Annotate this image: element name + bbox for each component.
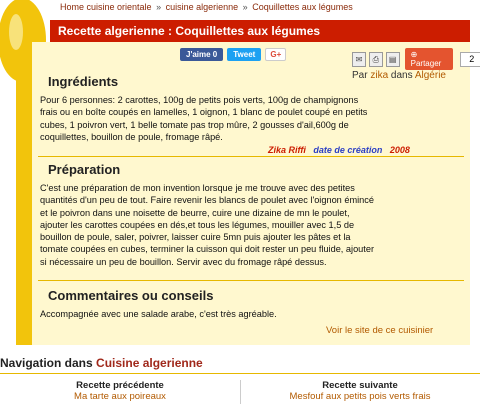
credit-name: Zika Riffi bbox=[268, 145, 306, 155]
ingredients-line: Pour 6 personnes: 2 carottes, 100g de petits pois verts, 100g de champignons bbox=[40, 95, 359, 105]
creation-credit bbox=[268, 145, 410, 155]
ingredients-line: coquillettes, bouillon de poule, fromage râpé. bbox=[40, 131, 223, 142]
section-divider bbox=[38, 156, 464, 157]
preparation-text bbox=[40, 182, 374, 268]
print-icon[interactable]: ⎙ bbox=[369, 52, 383, 67]
navigation-prefix: Navigation dans bbox=[0, 356, 93, 370]
tweet-button[interactable]: Tweet bbox=[227, 48, 261, 61]
pdf-icon[interactable]: ▤ bbox=[386, 52, 400, 67]
preparation-line: bouillon de poule, saler, poivrer, laisser cuire 5mn puis ajouter les pâtes et la bbox=[40, 232, 351, 243]
ingredients-line: frais ou en boîte coupés en lamelles, 1 oignon, 1 blanc de poulet coupé en petits bbox=[40, 107, 368, 118]
share-button[interactable] bbox=[405, 48, 453, 70]
recipe-author bbox=[352, 70, 446, 81]
preparation-line: et le poivron dans une noisette de beurre, cuire une dizaine de mn le poulet, bbox=[40, 207, 350, 218]
credit-label: date de création bbox=[313, 145, 383, 155]
recipe-content bbox=[32, 42, 475, 345]
share-count: 2 bbox=[460, 52, 480, 67]
ingredients-list bbox=[40, 94, 367, 143]
page-title: Recette algerienne : Coquillettes aux légumes bbox=[58, 24, 321, 38]
preparation-line: ajouter les carottes coupées en dés,et tous les légumes, mouiller avec 1,5 de bbox=[40, 219, 355, 230]
navigation-category[interactable]: Cuisine algerienne bbox=[96, 356, 203, 370]
breadcrumb-current[interactable]: Coquillettes aux légumes bbox=[252, 2, 353, 12]
breadcrumb-home[interactable]: Home cuisine orientale bbox=[60, 2, 152, 12]
facebook-like-button[interactable]: J'aime 0 bbox=[180, 48, 223, 61]
previous-recipe-label: Recette précédente bbox=[76, 380, 164, 391]
previous-recipe bbox=[0, 380, 240, 402]
author-in: dans bbox=[390, 70, 413, 81]
credit-year: 2008 bbox=[389, 145, 410, 155]
social-buttons bbox=[180, 48, 286, 61]
recipe-title-bar bbox=[50, 20, 470, 42]
previous-recipe-link[interactable]: Ma tarte aux poireaux bbox=[74, 391, 166, 402]
breadcrumb-sep: » bbox=[242, 2, 248, 12]
email-icon[interactable]: ✉ bbox=[352, 52, 366, 67]
share-label: Partager bbox=[410, 59, 442, 68]
preparation-line: quantités d'un peu de tout. Faire revenir les blancs de poulet avec l'oignon émincé bbox=[40, 195, 374, 206]
preparation-line: tomate coupées en cubes, terminer la cuisson qui doit rester un peu fluide, ajouter bbox=[40, 244, 375, 255]
breadcrumb-sep: » bbox=[156, 2, 162, 12]
recipe-tools bbox=[352, 48, 480, 70]
breadcrumb-category[interactable]: cuisine algerienne bbox=[165, 2, 239, 12]
preparation-heading: Préparation bbox=[48, 162, 121, 177]
preparation-line: C'est une préparation de mon invention lorsque je me trouve avec des petites bbox=[40, 183, 355, 193]
comments-heading: Commentaires ou conseils bbox=[48, 288, 214, 303]
comments-text: Accompagnée avec une salade arabe, c'est très agréable. bbox=[40, 309, 277, 319]
visit-cook-site-link[interactable]: Voir le site de ce cuisinier bbox=[326, 325, 434, 336]
preparation-line: si nécessaire un peu de bouillon. Servir avec du fromage râpé dessus. bbox=[40, 256, 327, 267]
recipe-navigation bbox=[0, 373, 480, 408]
author-link[interactable]: zika bbox=[370, 70, 389, 81]
next-recipe bbox=[240, 380, 480, 402]
next-recipe-link[interactable]: Mesfouf aux petits pois verts frais bbox=[289, 391, 431, 402]
navigation-title bbox=[0, 356, 203, 370]
plus-icon: ⊕ bbox=[410, 50, 418, 59]
breadcrumb bbox=[60, 2, 353, 12]
ingredients-line: cubes, 1 poivron vert, 1 belle tomate pas trop mûre, 2 gousses d'ail,600g de bbox=[40, 119, 349, 130]
author-prefix: Par bbox=[352, 70, 368, 81]
country-link[interactable]: Algérie bbox=[414, 70, 446, 81]
next-recipe-label: Recette suivante bbox=[322, 380, 398, 391]
ingredients-heading: Ingrédients bbox=[48, 74, 119, 89]
google-plus-button[interactable]: G+ bbox=[265, 48, 286, 61]
section-divider bbox=[38, 280, 464, 281]
